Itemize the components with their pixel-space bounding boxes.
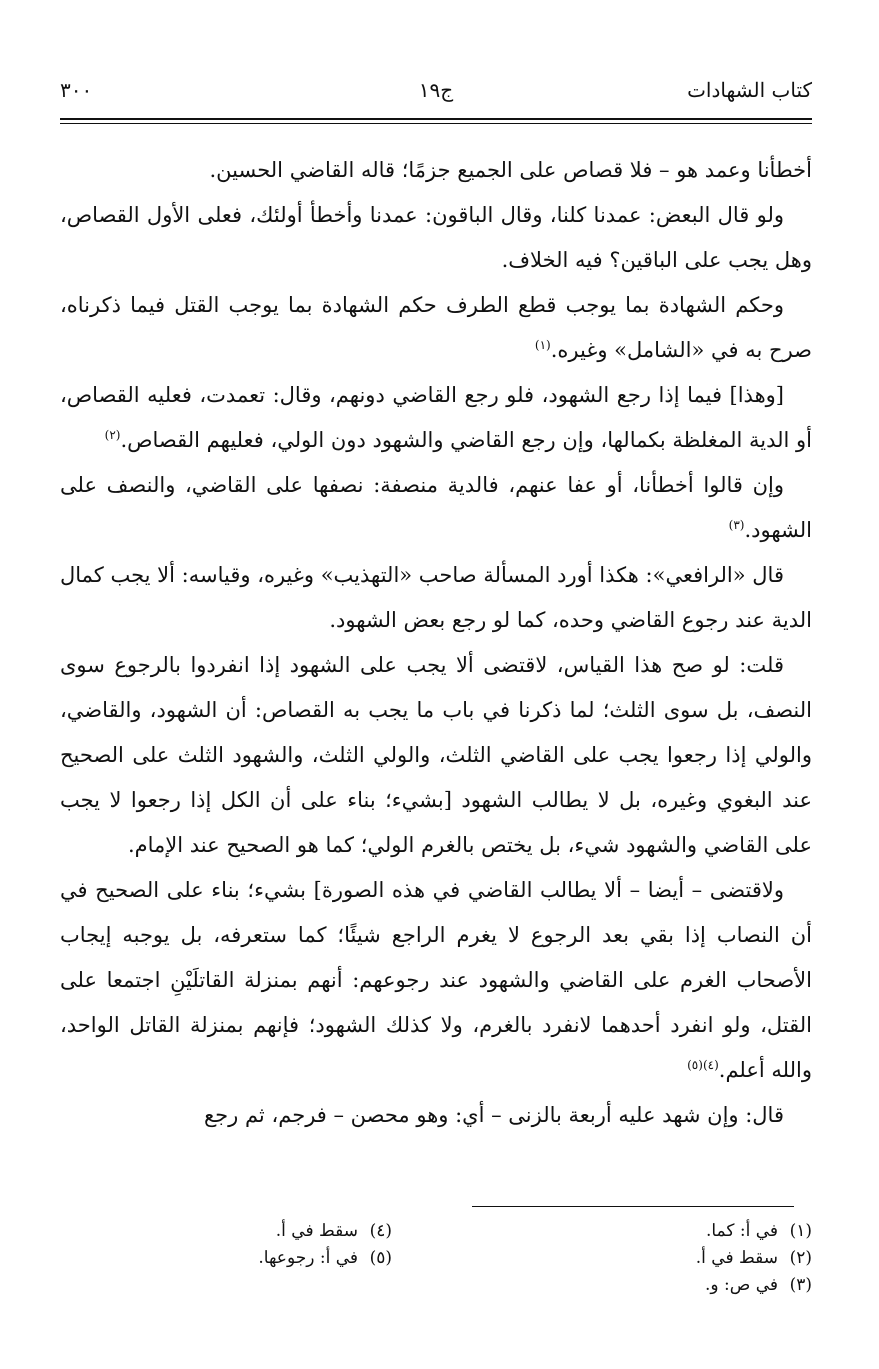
book-title: كتاب الشهادات bbox=[687, 78, 812, 102]
header-rule-thin bbox=[60, 123, 812, 124]
footnote-item bbox=[92, 1218, 392, 1245]
paragraph: أخطأنا وعمد هو – فلا قصاص على الجميع جزمًا؛ قاله القاضي الحسين. bbox=[209, 158, 812, 182]
footnote-number: (٥) bbox=[369, 1248, 392, 1268]
footnote-marker: (١) bbox=[534, 338, 551, 352]
page-number: ٣٠٠ bbox=[60, 78, 93, 102]
footnote-item bbox=[512, 1272, 812, 1299]
footnote-text: سقط في أ. bbox=[695, 1248, 778, 1268]
footnote-item bbox=[92, 1245, 392, 1272]
footnote-number: (٤) bbox=[369, 1221, 392, 1241]
footnote-item bbox=[512, 1218, 812, 1245]
paragraph: وإن قالوا أخطأنا، أو عفا عنهم، فالدية منصفة: نصفها على القاضي، والنصف على الشهود.$^{(٣)}$ bbox=[60, 473, 812, 542]
footnote-marker: (٤) bbox=[702, 1058, 719, 1072]
paragraph: ولو قال البعض: عمدنا كلنا، وقال الباقون: عمدنا وأخطأ أولئك، فعلى الأول القصاص، وهل يجب على الباقين؟ فيه الخلاف. bbox=[60, 203, 812, 272]
footnote-number: (٢) bbox=[789, 1248, 812, 1268]
footnote-marker: (٢) bbox=[104, 428, 121, 442]
footnote-text: سقط في أ. bbox=[275, 1221, 358, 1241]
paragraph: قال: وإن شهد عليه أربعة بالزنى – أي: وهو محصن – فرجم، ثم رجع bbox=[203, 1103, 784, 1127]
paragraph: قلت: لو صح هذا القياس، لاقتضى ألا يجب على الشهود إذا انفردوا بالرجوع سوى النصف، بل سوى الثلث؛ لما ذكرنا في باب ما يجب به القصاص: أن الشهود، والقاضي، والولي إذا رجعوا يجب على القاضي الثلث، والولي الثلث، والشهود الثلث على الصحيح عند البغوي وغيره، بل لا يطالب الشهود [بشيء؛ بناء على أن الكل إذا رجعوا لا يجب على القاضي والشهود شيء، بل يختص بالغرم الولي؛ كما هو الصحيح عند الإمام. bbox=[60, 653, 812, 857]
paragraph: قال «الرافعي»: هكذا أورد المسألة صاحب «التهذيب» وغيره، وقياسه: ألا يجب كمال الدية عند رجوع القاضي وحده، كما لو رجع بعض الشهود. bbox=[60, 563, 812, 632]
footnote-marker: (٣) bbox=[728, 518, 745, 532]
footnote-marker: (٥) bbox=[687, 1058, 703, 1072]
footnote-rule bbox=[472, 1206, 794, 1207]
body-text bbox=[60, 148, 812, 1138]
footnote-number: (١) bbox=[789, 1221, 812, 1241]
footnotes-column-left bbox=[92, 1218, 392, 1272]
page-header bbox=[60, 78, 812, 112]
footnote-text: في ص: و. bbox=[705, 1275, 778, 1295]
paragraph: ولاقتضى – أيضا – ألا يطالب القاضي في هذه الصورة] بشيء؛ بناء على الصحيح في أن النصاب إذا بقي بعد الرجوع لا يغرم الراجع شيئًا؛ كما ستعرفه، بل يوجبه إيجاب الأصحاب الغرم على القاضي والشهود عند رجوعهم: أنهم بمنزلة القاتلَيْنِ اجتمعا على القتل، ولو انفرد أحدهما لانفرد بالغرم، ولا كذلك الشهود؛ فإنهم بمنزلة القاتل الواحد، والله أعلم.$^{(٤)(٥)}$ bbox=[60, 878, 812, 1082]
footnote-text: في أ: كما. bbox=[705, 1221, 778, 1241]
footnotes-column-right bbox=[512, 1218, 812, 1299]
volume-label: ج١٩ bbox=[418, 78, 454, 102]
paragraph: [وهذا] فيما إذا رجع الشهود، فلو رجع القاضي دونهم، وقال: تعمدت، فعليه القصاص، أو الدية المغلظة بكمالها، وإن رجع القاضي والشهود دون الولي، فعليهم القصاص.$^{(٢)}$ bbox=[60, 383, 812, 452]
footnote-number: (٣) bbox=[789, 1275, 812, 1295]
paragraph: وحكم الشهادة بما يوجب قطع الطرف حكم الشهادة بما يوجب القتل فيما ذكرناه، صرح به في «الشامل» وغيره.$^{(١)}$ bbox=[60, 293, 812, 362]
header-rule bbox=[60, 118, 812, 120]
footnote-item bbox=[512, 1245, 812, 1272]
footnote-text: في أ: رجوعها. bbox=[258, 1248, 358, 1268]
